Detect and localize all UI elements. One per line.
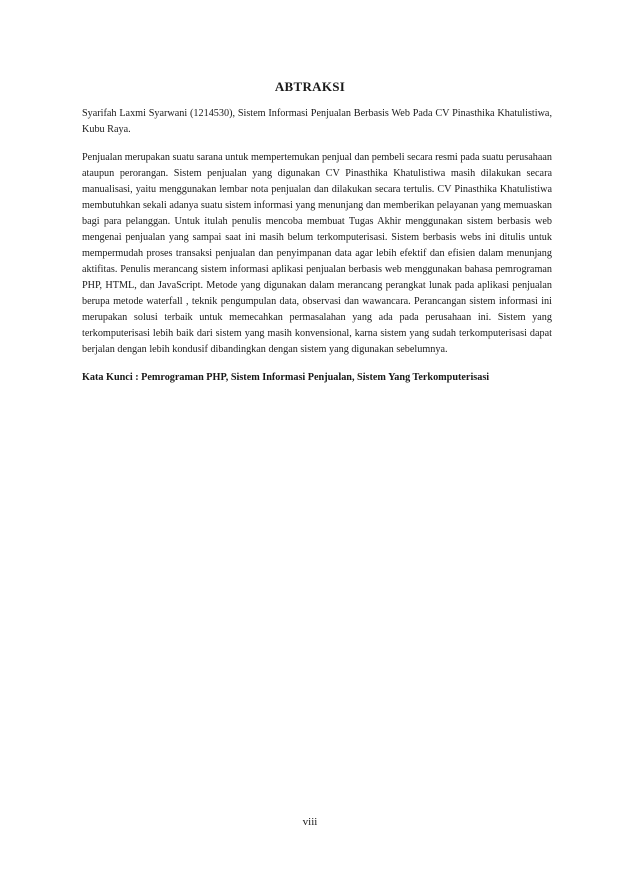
keywords: Kata Kunci : Pemrograman PHP, Sistem Informasi Penjualan, Sistem Yang Terkomputerisasi: [82, 372, 490, 383]
abstract-content: [82, 106, 552, 398]
page-title: ABTRAKSI: [274, 79, 346, 94]
author-citation: Syarifah Laxmi Syarwani (1214530), Sistem Informasi Penjualan Berbasis Web Pada CV Pinasthika Khatulistiwa, Kubu Raya.: [82, 108, 552, 135]
abstract-body: Penjualan merupakan suatu sarana untuk mempertemukan penjual dan pembeli secara resmi pada suatu perusahaan ataupun perorangan. Sistem penjualan yang digunakan CV Pinasthika Khatulistiwa masih dilakukan secara manualisasi, yaitu menggunakan lembar nota penjualan dan dilakukan secara tertulis. CV Pinasthika Khatulistiwa membutuhkan sekali adanya suatu sistem informasi yang menunjang dan memberikan pelayanan yang memuaskan bagi para pelanggan. Untuk itulah penulis mencoba membuat Tugas Akhir menggunakan sistem berbasis web mengenai penjualan yang sampai saat ini masih belum terkomputerisasi. Sistem berbasis webs ini ditulis untuk mempermudah proses transaksi penjualan dan penyimpanan data agar lebih efektif dan efisien dalam menunjang aktifitas. Penulis merancang sistem informasi aplikasi penjualan berbasis web menggunakan bahasa pemrograman PHP, HTML, dan JavaScript. Metode yang digunakan dalam merancang perangkat lunak pada aplikasi penjualan berupa metode waterfall , teknik pengumpulan data, observasi dan wawancara. Perancangan sistem informasi ini merupakan solusi terbaik untuk memecahkan permasalahan yang ada pada perusahaan ini. Sistem yang terkomputerisasi lebih baik dari sistem yang masih konvensional, karna sistem yang sudah terkomputerisasi dapat berjalan dengan lebih kondusif dibandingkan dengan sistem yang digunakan sebelumnya.: [82, 152, 552, 355]
page-number: viii: [302, 816, 318, 828]
